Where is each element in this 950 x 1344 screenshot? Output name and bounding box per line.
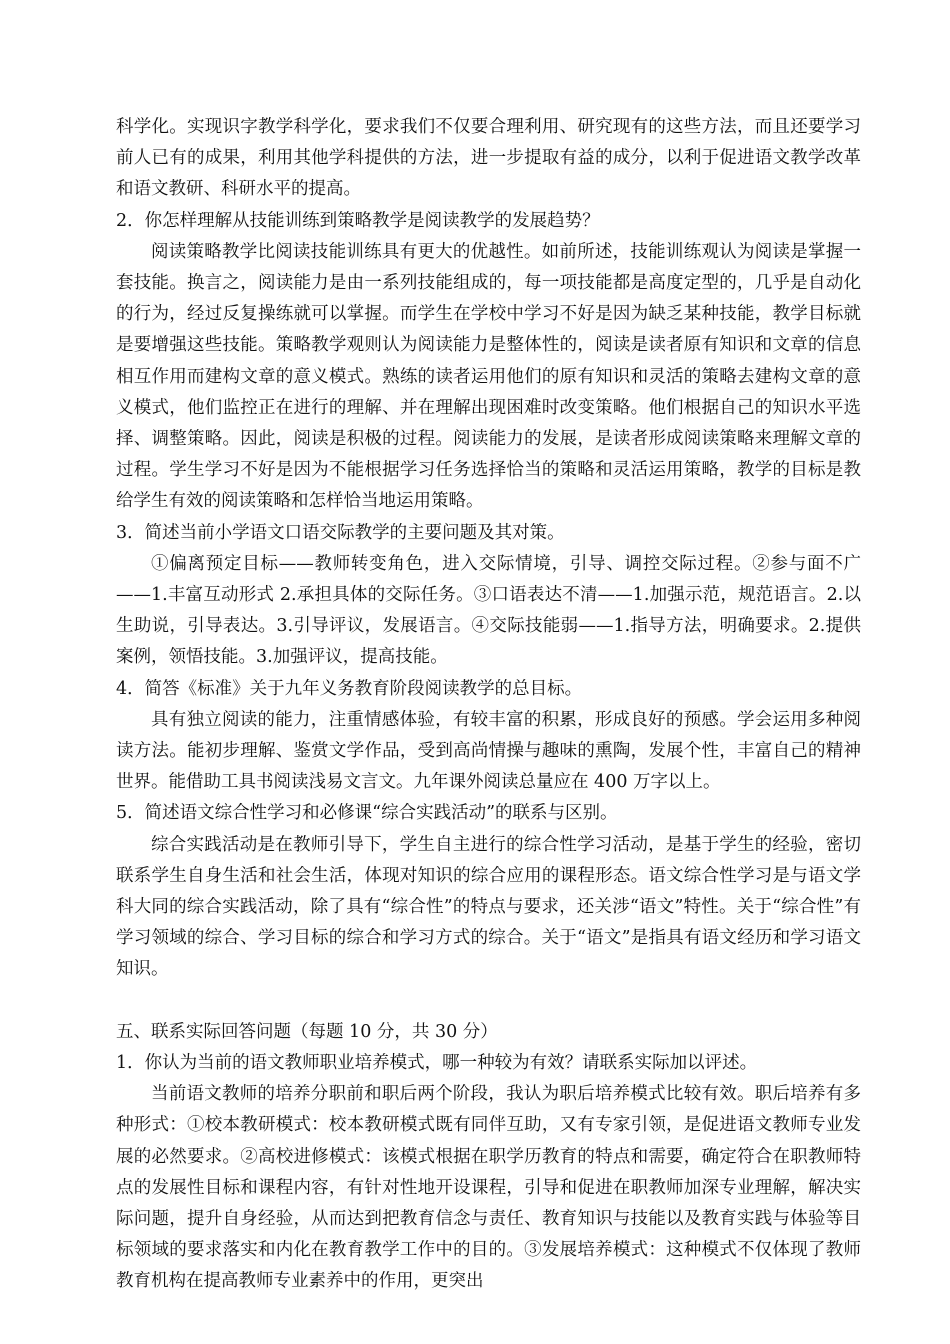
question-4: 4．简答《标准》关于九年义务教育阶段阅读教学的总目标。 — [116, 678, 583, 699]
question-3: 3．简述当前小学语文口语交际教学的主要问题及其对策。 — [116, 522, 565, 543]
answer-3: ①偏离预定目标——教师转变角色，进入交际情境，引导、调控交际过程。②参与面不广——1.丰富互动形式 2.承担具体的交际任务。③口语表达不清——1.加强示范，规范语言。2.以生助说，引导表达。3.引导评议，发展语言。④交际技能弱——1.指导方法，明确要求。2.提供案例，领悟技能。3.加强评议，提高技能。 — [116, 553, 861, 668]
document-page — [116, 112, 861, 1298]
question-section5-1: 1．你认为当前的语文教师职业培养模式，哪一种较为有效？请联系实际加以评述。 — [116, 1052, 758, 1073]
section-heading: 五、联系实际回答问题（每题 10 分，共 30 分） — [116, 1021, 498, 1042]
answer-4: 具有独立阅读的能力，注重情感体验，有较丰富的积累，形成良好的预感。学会运用多种阅读方法。能初步理解、鉴赏文学作品，受到高尚情操与趣味的熏陶，发展个性，丰富自己的精神世界。能借助工具书阅读浅易文言文。九年课外阅读总量应在 400 万字以上。 — [116, 709, 861, 793]
question-2: 2．你怎样理解从技能训练到策略教学是阅读教学的发展趋势？ — [116, 210, 600, 231]
paragraph-continuation: 科学化。实现识字教学科学化，要求我们不仅要合理利用、研究现有的这些方法，而且还要学习前人已有的成果，利用其他学科提供的方法，进一步提取有益的成分，以利于促进语文教学改革和语文教研、科研水平的提高。 — [116, 117, 861, 200]
answer-5: 综合实践活动是在教师引导下，学生自主进行的综合性学习活动，是基于学生的经验，密切联系学生自身生活和社会生活，体现对知识的综合应用的课程形态。语文综合性学习是与语文学科大同的综合实践活动，除了具有“综合性”的特点与要求，还关涉“语文”特性。关于“综合性”有学习领域的综合、学习目标的综合和学习方式的综合。关于“语文”是指具有语文经历和学习语文知识。 — [116, 834, 861, 980]
question-5: 5．简述语文综合性学习和必修课“综合实践活动”的联系与区别。 — [116, 803, 618, 824]
answer-section5-1: 当前语文教师的培养分职前和职后两个阶段，我认为职后培养模式比较有效。职后培养有多种形式：①校本教研模式：校本教研模式既有同伴互助，又有专家引领，是促进语文教师专业发展的必然要求。②高校进修模式：该模式根据在职学历教育的特点和需要，确定符合在职教师特点的发展性目标和课程内容，有针对性地开设课程，引导和促进在职教师加深专业理解，解决实际问题，提升自身经验，从而达到把教育信念与责任、教育知识与技能以及教育实践与体验等目标领域的要求落实和内化在教育教学工作中的目的。③发展培养模式：这种模式不仅体现了教师教育机构在提高教师专业素养中的作用，更突出 — [116, 1084, 861, 1292]
answer-2: 阅读策略教学比阅读技能训练具有更大的优越性。如前所述，技能训练观认为阅读是掌握一套技能。换言之，阅读能力是由一系列技能组成的，每一项技能都是高度定型的，几乎是自动化的行为，经过反复操练就可以掌握。而学生在学校中学习不好是因为缺乏某种技能，教学目标就是要增强这些技能。策略教学观则认为阅读能力是整体性的，阅读是读者原有知识和文章的信息相互作用而建构文章的意义模式。熟练的读者运用他们的原有知识和灵活的策略去建构文章的意义模式，他们监控正在进行的理解、并在理解出现困难时改变策略。他们根据自己的知识水平选择、调整策略。因此，阅读是积极的过程。阅读能力的发展，是读者形成阅读策略来理解文章的过程。学生学习不好是因为不能根据学习任务选择恰当的策略和灵活运用策略，教学的目标是教给学生有效的阅读策略和怎样恰当地运用策略。 — [116, 241, 861, 512]
